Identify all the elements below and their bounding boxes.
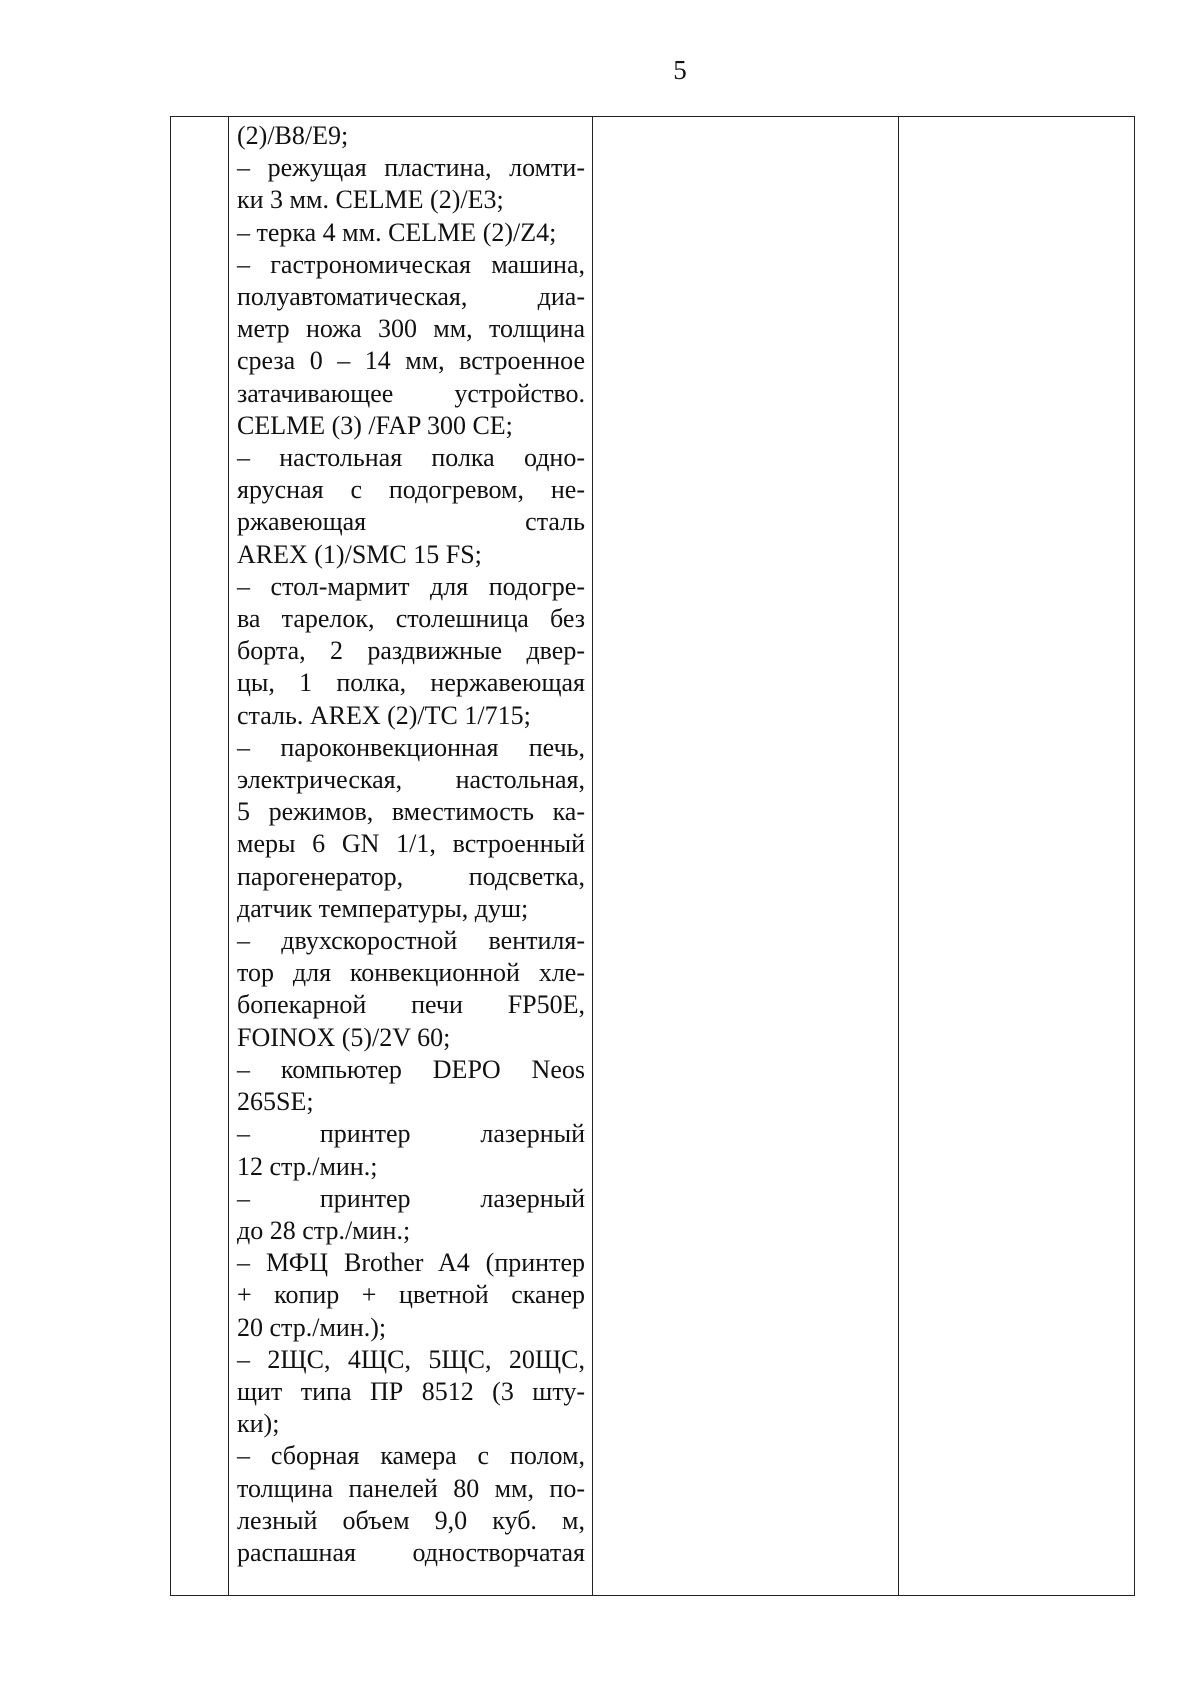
equipment-list-text <box>229 117 592 1569</box>
equipment-line: распашная одностворчатая <box>237 1537 585 1567</box>
equipment-table <box>170 116 1135 1596</box>
equipment-line: 12 стр./мин.; <box>237 1151 378 1181</box>
equipment-line: (2)/B8/E9; <box>237 121 349 150</box>
equipment-line: меры 6 GN 1/1, встроенный <box>237 829 585 859</box>
equipment-line: AREX (1)/SMC 15 FS; <box>237 539 482 569</box>
table-cell-number <box>171 117 229 1596</box>
equipment-line: датчик температуры, душ; <box>237 893 529 923</box>
equipment-line: среза 0 – 14 мм, встроенное <box>237 346 585 376</box>
equipment-line: затачивающее устройство. <box>237 378 585 408</box>
equipment-line: цы, 1 полка, нержавеющая <box>237 668 585 698</box>
equipment-line: – режущая пластина, ломти- <box>237 153 585 183</box>
equipment-line: – гастрономическая машина, <box>237 249 585 279</box>
equipment-line: полуавтоматическая, диа- <box>237 282 585 312</box>
equipment-line: до 28 стр./мин.; <box>237 1215 411 1245</box>
page-number: 5 <box>673 55 687 85</box>
equipment-line: парогенератор, подсветка, <box>237 861 585 891</box>
equipment-line: толщина панелей 80 мм, по- <box>237 1473 585 1503</box>
equipment-line: 265SE; <box>237 1087 314 1117</box>
equipment-line: ярусная с подогревом, не- <box>237 475 585 505</box>
table-cell-column-3 <box>593 117 899 1596</box>
equipment-line: ки); <box>237 1409 280 1439</box>
equipment-line: – принтер лазерный <box>237 1119 585 1149</box>
equipment-line: борта, 2 раздвижные двер- <box>237 636 585 666</box>
equipment-line: ржавеющая сталь <box>237 507 585 537</box>
equipment-line: CELME (3) /FAP 300 CE; <box>237 410 513 440</box>
equipment-line: – двухскоростной вентиля- <box>237 926 585 956</box>
equipment-line: метр ножа 300 мм, толщина <box>237 314 585 344</box>
equipment-line: – компьютер DEPO Neos <box>237 1054 585 1084</box>
equipment-line: – сборная камера с полом, <box>237 1441 585 1471</box>
equipment-line: – 2ЩС, 4ЩС, 5ЩС, 20ЩС, <box>237 1344 585 1374</box>
equipment-line: ки 3 мм. CELME (2)/E3; <box>237 185 504 215</box>
table-row <box>171 117 1135 1596</box>
equipment-line: лезный объем 9,0 куб. м, <box>237 1505 585 1535</box>
equipment-line: сталь. AREX (2)/TC 1/715; <box>237 700 531 730</box>
equipment-line: щит типа ПР 8512 (3 шту- <box>237 1376 585 1406</box>
equipment-line: – стол-мармит для подогре- <box>237 571 585 601</box>
equipment-line: электрическая, настольная, <box>237 765 585 795</box>
equipment-line: + копир + цветной сканер <box>237 1280 585 1310</box>
equipment-line: бопекарной печи FP50E, <box>237 990 585 1020</box>
equipment-line: – МФЦ Brother A4 (принтер <box>237 1248 585 1278</box>
equipment-line: тор для конвекционной хле- <box>237 958 585 988</box>
equipment-line: – настольная полка одно- <box>237 443 585 473</box>
equipment-line: FOINOX (5)/2V 60; <box>237 1022 451 1052</box>
table-cell-equipment-list <box>229 117 593 1596</box>
equipment-line: – пароконвекционная печь, <box>237 732 585 762</box>
equipment-line: – принтер лазерный <box>237 1183 585 1213</box>
table-cell-column-4 <box>899 117 1135 1596</box>
equipment-line: – терка 4 мм. CELME (2)/Z4; <box>237 217 557 247</box>
equipment-line: 20 стр./мин.); <box>237 1312 387 1342</box>
equipment-line: 5 режимов, вместимость ка- <box>237 797 585 827</box>
equipment-line: ва тарелок, столешница без <box>237 604 585 634</box>
